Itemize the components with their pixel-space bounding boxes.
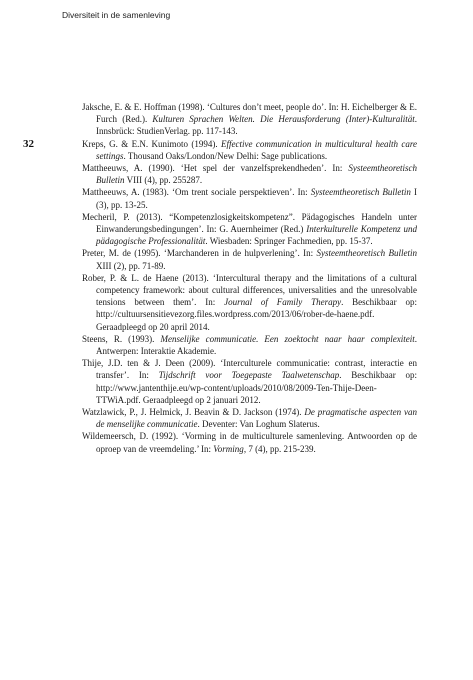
reference-entry: [82, 186, 417, 210]
reference-entry: [82, 101, 417, 138]
reference-text: . Deventer: Van Loghum Slaterus.: [197, 419, 320, 430]
reference-entry: [82, 211, 417, 248]
reference-entry: [82, 162, 417, 186]
reference-text: . Wiesbaden: Springer Fachmedien, pp. 15-37.: [205, 236, 373, 247]
reference-title: Systeemtheoretisch Bulletin: [310, 187, 411, 198]
reference-entry: [82, 430, 417, 454]
reference-entry: [82, 247, 417, 271]
reference-entry: [82, 333, 417, 357]
reference-entry: [82, 272, 417, 333]
reference-text: . Beschikbaar op: http://www.jantenthije.eu/wp-content/uploads/2010/08/2009-Ten-Thije-Deen-TTWiA.pdf. Geraadpleegd op 2 januari 2012.: [96, 370, 417, 405]
reference-entry: [82, 357, 417, 406]
reference-text: Thije, J.D. ten & J. Deen (2009). ‘Interculturele communicatie: contrast, interactie en transfer’. In:: [82, 358, 417, 381]
reference-title: Kulturen Sprachen Welten. Die Herausforderung (Inter)-Kulturalität: [152, 114, 415, 125]
reference-title: Effective communication in multicultural health care settings: [96, 138, 417, 161]
reference-text: I (3), pp. 13-25.: [96, 187, 418, 210]
reference-entry: [82, 406, 417, 430]
reference-text: Kreps, G. & E.N. Kunimoto (1994).: [82, 138, 221, 149]
reference-text: . Antwerpen: Interaktie Akademie.: [96, 333, 417, 357]
reference-entry: [82, 138, 417, 162]
reference-title: Systeemtheoretisch Bulletin: [316, 248, 417, 259]
reference-title: Tijdschrift voor Toegepaste Taalwetenschap: [158, 370, 340, 381]
reference-text: , 7 (4), pp. 215-239.: [243, 443, 316, 454]
reference-title: Systeemtheoretisch Bulletin: [96, 163, 417, 186]
reference-title: De pragmatische aspecten van de menselijke communicatie: [96, 407, 417, 430]
reference-text: Mecheril, P. (2013). “Kompetenzlosigkeitskompetenz”. Pädagogisches Handeln unter Einwanderungsbedingungen’. In: G. Auernheimer (Red.): [82, 211, 417, 235]
reference-text: Steens, R. (1993).: [82, 333, 161, 344]
reference-text: . Beschikbaar op: http://cultuursensitievezorg.files.wordpress.com/2013/06/rober-de-haene.pdf. Geraadpleegd op 20 april 2014.: [96, 297, 417, 332]
running-head: Diversiteit in de samenleving: [62, 10, 171, 20]
reference-text: Preter, M. de (1995). ‘Marchanderen in de hulpverlening’. In:: [82, 248, 317, 259]
reference-text: Wildemeersch, D. (1992). ‘Vorming in de multiculturele samenleving. Antwoorden op de oproep van de vreemdeling.’ In:: [82, 431, 417, 454]
reference-title: Vorming: [213, 443, 244, 454]
reference-text: XIII (2), pp. 71-89.: [96, 260, 166, 271]
reference-text: . Thousand Oaks/London/New Delhi: Sage publications.: [123, 150, 328, 161]
reference-title: Interkulturelle Kompetenz und pädagogische Professionalität: [96, 224, 417, 247]
reference-text: Mattheeuws, A. (1990). ‘Het spel der vanzelfsprekendheden’. In:: [82, 163, 349, 174]
reference-text: . Innsbrück: StudienVerlag. pp. 117-143.: [96, 114, 417, 137]
reference-list: [82, 101, 417, 455]
reference-title: Menselijke communicatie. Een zoektocht naar haar complexiteit: [160, 333, 415, 344]
reference-text: Rober, P. & L. de Haene (2013). ‘Intercultural therapy and the limitations of a cultural competency framework: about cultural differences, universalities and the unresolvable tensions between them’. In:: [82, 272, 417, 308]
reference-text: Watzlawick, P., J. Helmick, J. Beavin & D. Jackson (1974).: [82, 407, 305, 418]
reference-text: Jaksche, E. & E. Hoffman (1998). ‘Cultures don’t meet, people do’. In: H. Eichelberger & E. Furch (Red.).: [82, 102, 417, 125]
reference-text: Mattheeuws, A. (1983). ‘Om trent sociale perspektieven’. In:: [82, 187, 311, 198]
page-number: 32: [23, 138, 34, 150]
reference-title: Journal of Family Therapy: [224, 297, 342, 308]
reference-text: VIII (4), pp. 255287.: [124, 175, 203, 186]
